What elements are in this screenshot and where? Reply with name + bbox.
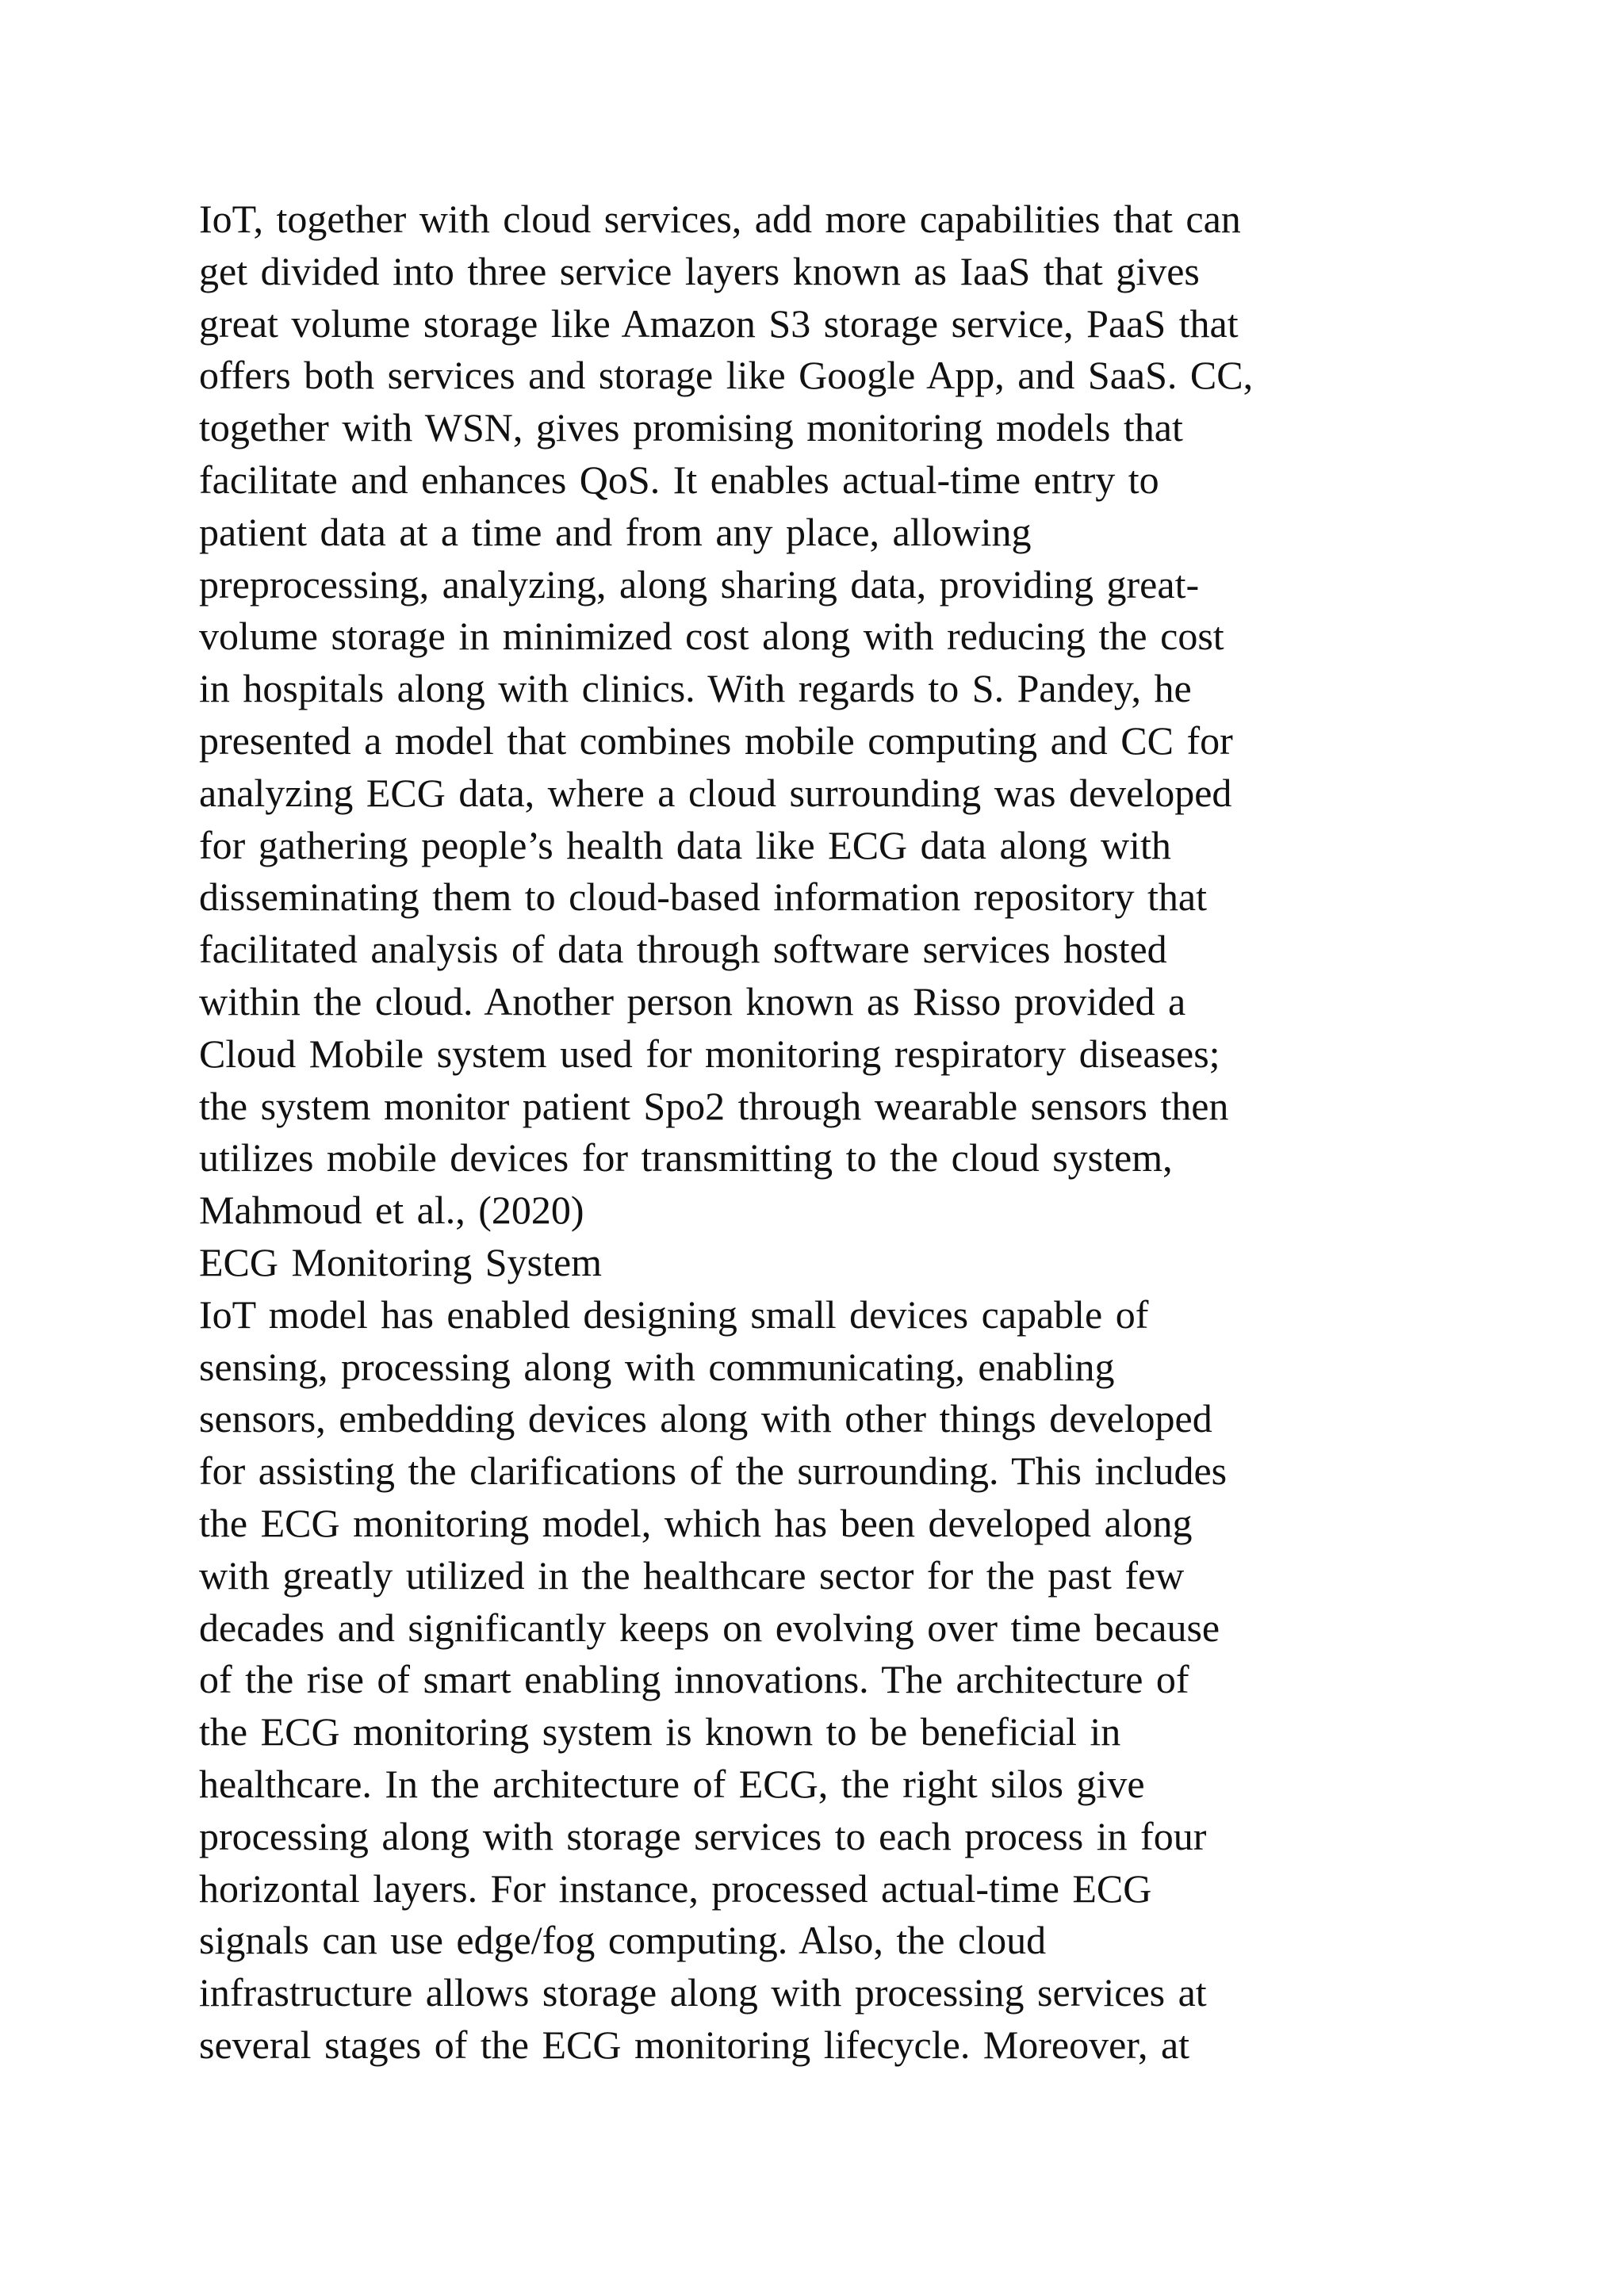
text-line: presented a model that combines mobile computing and CC for bbox=[199, 718, 1233, 763]
text-line: disseminating them to cloud-based information repository that bbox=[199, 874, 1207, 920]
text-line: volume storage in minimized cost along with reducing the cost bbox=[199, 614, 1224, 659]
text-line: IoT model has enabled designing small devices capable of bbox=[199, 1292, 1149, 1337]
text-line: the system monitor patient Spo2 through wearable sensors then bbox=[199, 1083, 1229, 1128]
body-text bbox=[199, 193, 1547, 2072]
text-line: horizontal layers. For instance, processed actual-time ECG bbox=[199, 1866, 1152, 1911]
text-line: facilitate and enhances QoS. It enables actual-time entry to bbox=[199, 457, 1159, 502]
text-line: signals can use edge/fog computing. Also, the cloud bbox=[199, 1918, 1047, 1963]
text-line: of the rise of smart enabling innovations. The architecture of bbox=[199, 1657, 1189, 1702]
text-line: several stages of the ECG monitoring lifecycle. Moreover, at bbox=[199, 2022, 1190, 2067]
text-line: for assisting the clarifications of the surrounding. This includes bbox=[199, 1448, 1228, 1494]
text-line: in hospitals along with clinics. With regards to S. Pandey, he bbox=[199, 666, 1192, 711]
text-line: the ECG monitoring model, which has been developed along bbox=[199, 1500, 1193, 1545]
text-line: decades and significantly keeps on evolving over time because bbox=[199, 1605, 1220, 1650]
citation-line: Mahmoud et al., (2020) bbox=[199, 1188, 584, 1233]
text-line: patient data at a time and from any place, allowing bbox=[199, 509, 1032, 554]
section-heading: ECG Monitoring System bbox=[199, 1239, 603, 1284]
text-line: within the cloud. Another person known as Risso provided a bbox=[199, 978, 1186, 1024]
text-line: facilitated analysis of data through software services hosted bbox=[199, 927, 1167, 972]
text-line: IoT, together with cloud services, add more capabilities that can bbox=[199, 197, 1241, 241]
text-line: sensors, embedding devices along with other things developed bbox=[199, 1396, 1212, 1441]
text-line: healthcare. In the architecture of ECG, the right silos give bbox=[199, 1761, 1145, 1806]
text-line: with greatly utilized in the healthcare sector for the past few bbox=[199, 1552, 1185, 1598]
text-line: analyzing ECG data, where a cloud surrounding was developed bbox=[199, 770, 1232, 815]
text-line: sensing, processing along with communicating, enabling bbox=[199, 1344, 1115, 1389]
text-line: processing along with storage services to each process in four bbox=[199, 1813, 1207, 1858]
text-line: for gathering people’s health data like ECG data along with bbox=[199, 822, 1171, 867]
text-line: offers both services and storage like Google App, and SaaS. CC, bbox=[199, 353, 1254, 398]
text-line: together with WSN, gives promising monitoring models that bbox=[199, 405, 1183, 450]
text-line: great volume storage like Amazon S3 storage service, PaaS that bbox=[199, 300, 1239, 346]
text-line: utilizes mobile devices for transmitting to the cloud system, bbox=[199, 1135, 1173, 1181]
text-line: Cloud Mobile system used for monitoring respiratory diseases; bbox=[199, 1031, 1220, 1076]
text-line: the ECG monitoring system is known to be beneficial in bbox=[199, 1709, 1121, 1755]
text-line: get divided into three service layers known as IaaS that gives bbox=[199, 248, 1200, 293]
text-line: infrastructure allows storage along with processing services at bbox=[199, 1970, 1207, 2015]
text-line: preprocessing, analyzing, along sharing data, providing great- bbox=[199, 561, 1200, 607]
